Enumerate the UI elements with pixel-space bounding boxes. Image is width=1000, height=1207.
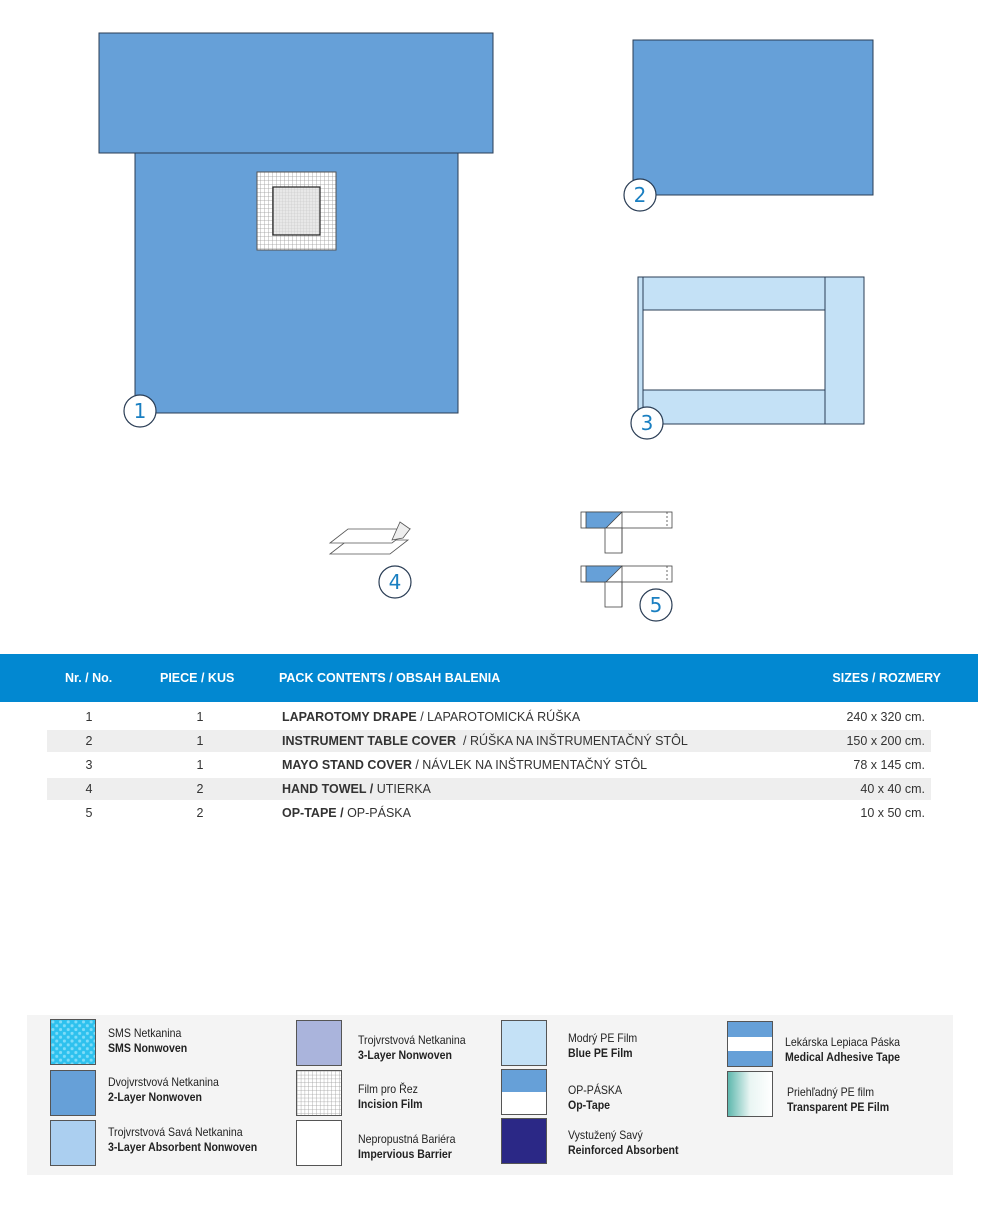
row-name: MAYO STAND COVER <box>282 758 412 772</box>
badge-4 <box>379 566 411 598</box>
absorbent-nonwoven-swatch <box>50 1120 96 1166</box>
legend-item: Trojvrstvová Netkanina 3-Layer Nonwoven <box>358 1033 466 1062</box>
row-piece: 2 <box>196 806 204 820</box>
badge-3 <box>631 407 663 439</box>
row-contents <box>282 710 580 724</box>
legend-item: Trojvrstvová Savá Netkanina 3-Layer Absorbent Nonwoven <box>108 1125 258 1154</box>
reinforced-absorbent-swatch <box>501 1118 547 1164</box>
row-size: 240 x 320 cm. <box>846 710 925 724</box>
medical-adhesive-tape-swatch <box>727 1021 773 1067</box>
badge-5 <box>640 589 672 621</box>
header-sizes: SIZES / ROZMERY <box>832 671 941 685</box>
svg-text:5: 5 <box>649 593 663 617</box>
table-cover-illustration <box>633 40 873 195</box>
three-layer-nonwoven-swatch <box>296 1020 342 1066</box>
header-nr: Nr. / No. <box>65 671 113 685</box>
row-name-local: / LAPAROTOMICKÁ RÚŠKA <box>416 710 581 724</box>
row-piece: 1 <box>196 758 204 772</box>
hand-towel-illustration <box>330 522 410 554</box>
row-name-local: / NÁVLEK NA INŠTRUMENTAČNÝ STÔL <box>411 758 648 772</box>
row-name-local: / RÚŠKA NA INŠTRUMENTAČNÝ STÔL <box>456 734 688 748</box>
row-contents <box>282 782 431 796</box>
row-size: 78 x 145 cm. <box>853 758 925 772</box>
row-piece: 1 <box>196 734 204 748</box>
row-name-local: UTIERKA <box>373 782 431 796</box>
row-piece: 2 <box>196 782 204 796</box>
row-contents <box>282 806 411 820</box>
row-name: OP-TAPE / <box>282 806 344 820</box>
table-row <box>47 754 931 776</box>
legend-item: Priehľadný PE film Transparent PE Film <box>787 1085 890 1114</box>
impervious-barrier-swatch <box>296 1120 342 1166</box>
table-row <box>47 730 931 752</box>
row-name: LAPAROTOMY DRAPE <box>282 710 417 724</box>
legend-item: Film pro Řez Incision Film <box>358 1082 423 1111</box>
badge-2 <box>624 179 656 211</box>
svg-text:4: 4 <box>388 570 402 594</box>
legend-item: Dvojvrstvová Netkanina 2-Layer Nonwoven <box>108 1075 219 1104</box>
blue-pe-film-swatch <box>501 1020 547 1066</box>
row-name-local: OP-PÁSKA <box>343 806 411 820</box>
incision-film-swatch <box>296 1070 342 1116</box>
table-row <box>47 802 931 824</box>
row-nr: 1 <box>85 710 93 724</box>
header-contents: PACK CONTENTS / OBSAH BALENIA <box>279 671 501 685</box>
row-contents <box>282 734 688 748</box>
transparent-pe-film-swatch <box>727 1071 773 1117</box>
legend-item: Vystužený Savý Reinforced Absorbent <box>568 1128 679 1157</box>
material-legend <box>27 1015 953 1175</box>
legend-item: Modrý PE Film Blue PE Film <box>568 1031 638 1060</box>
legend-item: Nepropustná Bariéra Impervious Barrier <box>358 1132 456 1161</box>
row-size: 150 x 200 cm. <box>846 734 925 748</box>
row-size: 40 x 40 cm. <box>860 782 925 796</box>
row-piece: 1 <box>196 710 204 724</box>
legend-item: Lekárska Lepiaca Páska Medical Adhesive Tape <box>785 1035 901 1064</box>
sms-nonwoven-swatch <box>50 1019 96 1065</box>
header-piece: PIECE / KUS <box>160 671 235 685</box>
row-nr: 3 <box>85 758 93 772</box>
laparotomy-drape-illustration <box>99 33 493 413</box>
op-tape-swatch <box>501 1069 547 1115</box>
two-layer-nonwoven-swatch <box>50 1070 96 1116</box>
table-row <box>47 706 931 728</box>
row-nr: 5 <box>85 806 93 820</box>
row-name: INSTRUMENT TABLE COVER <box>282 734 457 748</box>
svg-text:2: 2 <box>633 183 647 207</box>
badge-1 <box>124 395 156 427</box>
table-row <box>47 778 931 800</box>
row-nr: 2 <box>85 734 93 748</box>
row-name: HAND TOWEL / <box>282 782 374 796</box>
table-header <box>0 654 978 702</box>
row-contents <box>282 758 647 772</box>
svg-text:1: 1 <box>133 399 147 423</box>
legend-item: OP-PÁSKA Op-Tape <box>568 1083 622 1112</box>
row-nr: 4 <box>85 782 93 796</box>
legend-item: SMS Netkanina SMS Nonwoven <box>108 1026 188 1055</box>
mayo-stand-cover-illustration <box>638 277 864 424</box>
svg-text:3: 3 <box>640 411 654 435</box>
row-size: 10 x 50 cm. <box>860 806 925 820</box>
